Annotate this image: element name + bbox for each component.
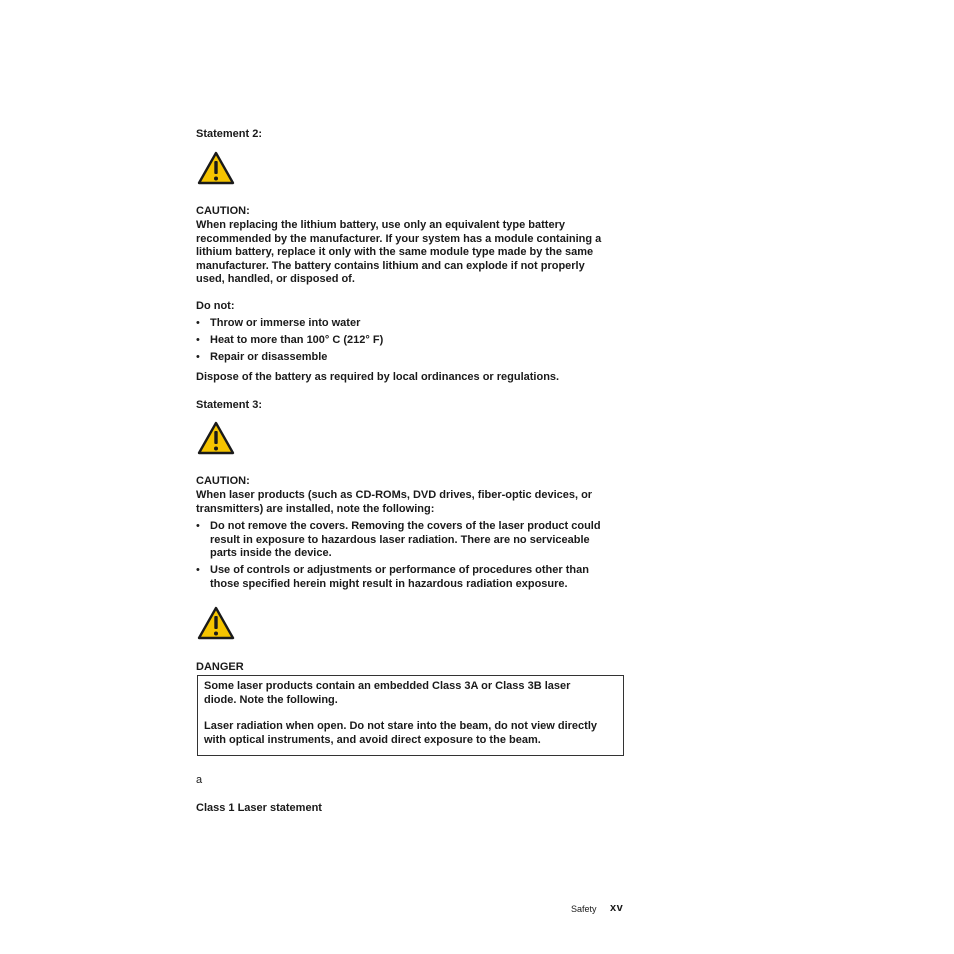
caution-label: CAUTION:: [196, 475, 250, 487]
text-line: When replacing the lithium battery, use only an equivalent type battery: [196, 219, 565, 231]
laser-caution-intro: [196, 489, 592, 516]
dispose-text: Dispose of the battery as required by local ordinances or regulations.: [196, 371, 560, 383]
danger-paragraph: [204, 680, 570, 707]
warning-triangle-icon: [197, 421, 235, 455]
page-number: xv: [610, 902, 624, 914]
statement-2-heading: Statement 2:: [196, 128, 263, 140]
footer-section-label: Safety: [571, 904, 597, 914]
stray-letter: a: [196, 774, 203, 786]
bullet-icon: •: [196, 317, 200, 329]
do-not-label: Do not:: [196, 300, 235, 312]
text-line: result in exposure to hazardous laser radiation. There are no serviceable: [210, 533, 590, 546]
text-line: used, handled, or disposed of.: [196, 273, 355, 286]
text-line: When laser products (such as CD-ROMs, DVD drives, fiber-optic devices, or: [196, 489, 593, 501]
danger-paragraph: [204, 720, 597, 747]
warning-triangle-icon: [197, 151, 235, 185]
caution-label: CAUTION:: [196, 205, 250, 217]
statement-3-heading: Statement 3:: [196, 399, 263, 411]
text-line: manufacturer. The battery contains lithium and can explode if not properly: [196, 259, 585, 272]
text-line: lithium battery, replace it only with the same module type made by the same: [196, 246, 594, 259]
bullet-icon: •: [196, 351, 200, 363]
text-line: diode. Note the following.: [204, 693, 338, 706]
danger-label: DANGER: [196, 661, 244, 673]
bullet-icon: •: [196, 520, 200, 532]
text-line: Laser radiation when open. Do not stare into the beam, do not view directly: [204, 720, 598, 732]
bullet-icon: •: [196, 564, 200, 576]
text-line: transmitters) are installed, note the following:: [196, 502, 435, 515]
bullet-icon: •: [196, 334, 200, 346]
class1-laser-heading: Class 1 Laser statement: [196, 802, 322, 814]
text-line: parts inside the device.: [210, 547, 332, 560]
text-line: Use of controls or adjustments or performance of procedures other than: [210, 564, 589, 576]
text-line: with optical instruments, and avoid direct exposure to the beam.: [204, 733, 541, 746]
text-line: those specified herein might result in hazardous radiation exposure.: [210, 577, 568, 590]
battery-caution-text: [196, 219, 601, 287]
text-line: Do not remove the covers. Removing the covers of the laser product could: [210, 520, 601, 532]
text-line: recommended by the manufacturer. If your system has a module containing a: [196, 232, 602, 245]
text-line: Some laser products contain an embedded Class 3A or Class 3B laser: [204, 680, 571, 692]
danger-notice-box: [197, 675, 624, 756]
warning-triangle-icon: [197, 606, 235, 640]
